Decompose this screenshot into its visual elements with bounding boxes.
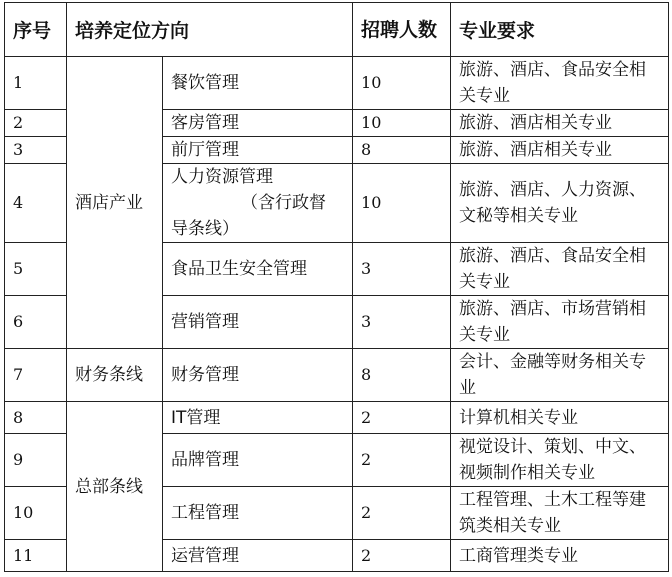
requirement-cell: 视觉设计、策划、中文、视频制作相关专业 — [451, 434, 669, 487]
row-index: 8 — [5, 402, 67, 434]
position-line: 人力资源管理 — [171, 167, 273, 187]
position-cell: 食品卫生安全管理 — [163, 243, 353, 296]
requirement-cell: 旅游、酒店、市场营销相关专业 — [451, 296, 669, 349]
group-label: 财务条线 — [67, 349, 163, 402]
count-cell: 2 — [353, 402, 451, 434]
count-cell: 8 — [353, 349, 451, 402]
position-cell — [163, 164, 353, 243]
row-index: 4 — [5, 164, 67, 243]
recruitment-table — [4, 2, 669, 572]
row-index: 2 — [5, 110, 67, 137]
count-cell: 10 — [353, 110, 451, 137]
row-index: 1 — [5, 57, 67, 110]
row-index: 7 — [5, 349, 67, 402]
requirement-cell: 工程管理、土木工程等建筑类相关专业 — [451, 487, 669, 540]
position-cell: 品牌管理 — [163, 434, 353, 487]
table-row — [5, 349, 669, 402]
header-index: 序号 — [5, 3, 67, 57]
header-row — [5, 3, 669, 57]
requirement-cell: 会计、金融等财务相关专业 — [451, 349, 669, 402]
count-cell: 10 — [353, 164, 451, 243]
row-index: 5 — [5, 243, 67, 296]
position-line: 导条线） — [171, 219, 239, 239]
position-cell: 餐饮管理 — [163, 57, 353, 110]
count-cell: 8 — [353, 137, 451, 164]
position-cell: 营销管理 — [163, 296, 353, 349]
position-line: （含行政督 — [241, 193, 326, 213]
count-cell: 2 — [353, 540, 451, 572]
requirement-cell: 计算机相关专业 — [451, 402, 669, 434]
position-cell: 前厅管理 — [163, 137, 353, 164]
table-row — [5, 57, 669, 110]
requirement-cell: 旅游、酒店、食品安全相关专业 — [451, 243, 669, 296]
group-label: 总部条线 — [67, 402, 163, 572]
position-cell: 财务管理 — [163, 349, 353, 402]
count-cell: 2 — [353, 487, 451, 540]
requirement-cell: 旅游、酒店、人力资源、文秘等相关专业 — [451, 164, 669, 243]
row-index: 3 — [5, 137, 67, 164]
group-label: 酒店产业 — [67, 57, 163, 349]
row-index: 10 — [5, 487, 67, 540]
requirement-cell: 工商管理类专业 — [451, 540, 669, 572]
row-index: 6 — [5, 296, 67, 349]
header-direction: 培养定位方向 — [67, 3, 353, 57]
header-requirement: 专业要求 — [451, 3, 669, 57]
requirement-cell: 旅游、酒店相关专业 — [451, 137, 669, 164]
position-cell: 工程管理 — [163, 487, 353, 540]
row-index: 9 — [5, 434, 67, 487]
count-cell: 3 — [353, 243, 451, 296]
header-count: 招聘人数 — [353, 3, 451, 57]
table-row — [5, 402, 669, 434]
count-cell: 2 — [353, 434, 451, 487]
requirement-cell: 旅游、酒店、食品安全相关专业 — [451, 57, 669, 110]
requirement-cell: 旅游、酒店相关专业 — [451, 110, 669, 137]
row-index: 11 — [5, 540, 67, 572]
position-cell: 客房管理 — [163, 110, 353, 137]
count-cell: 10 — [353, 57, 451, 110]
position-cell: 运营管理 — [163, 540, 353, 572]
count-cell: 3 — [353, 296, 451, 349]
position-cell: IT管理 — [163, 402, 353, 434]
